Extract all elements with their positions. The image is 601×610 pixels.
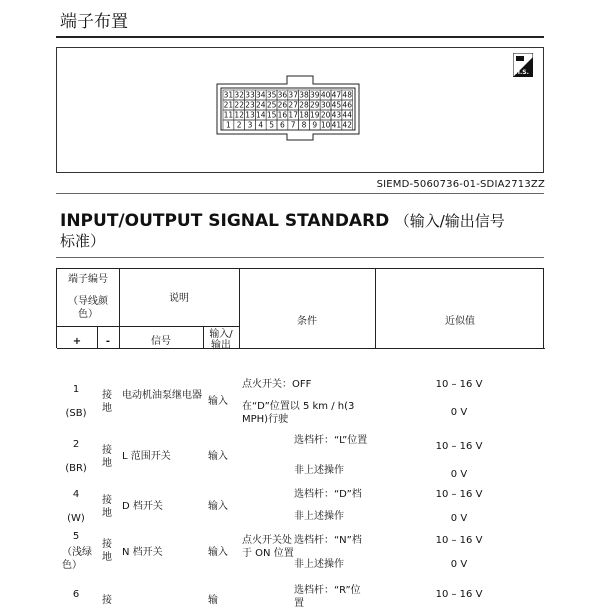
row2-pin: 2 bbox=[72, 439, 80, 450]
row1-val-a: 10 – 16 V bbox=[435, 379, 483, 390]
header-wire-color: （导线颜色） bbox=[68, 296, 108, 320]
row4-signal: N 档开关 bbox=[122, 547, 163, 558]
pin-number: 11 bbox=[223, 110, 234, 120]
pin-number: 34 bbox=[256, 90, 266, 100]
signal-standard-title bbox=[60, 211, 550, 251]
row4-ground: 接地 bbox=[102, 539, 112, 563]
row3-cond-a: 选档杆：“D”档 bbox=[294, 489, 362, 500]
row4-color: （浅绿色） bbox=[62, 547, 92, 571]
pin-number: 18 bbox=[299, 110, 309, 120]
row3-pin: 4 bbox=[72, 489, 80, 500]
row2-io: 输入 bbox=[208, 451, 228, 462]
pin-number: 9 bbox=[312, 120, 318, 130]
pin-number: 29 bbox=[310, 100, 320, 110]
header-description: 说明 bbox=[169, 293, 189, 304]
pin-number: 5 bbox=[269, 120, 274, 130]
pin-number: 12 bbox=[234, 110, 244, 120]
pin-number: 21 bbox=[223, 100, 234, 110]
row5-cond-a: 选档杆：“R”位置 bbox=[294, 585, 361, 609]
pin-number: 19 bbox=[310, 110, 320, 120]
pin-number: 1 bbox=[226, 120, 231, 130]
signal-title-cn-2: 标准） bbox=[60, 232, 106, 250]
pin-number: 39 bbox=[310, 90, 320, 100]
hs-badge-label: H.S. bbox=[515, 69, 529, 76]
pin-number: 48 bbox=[342, 90, 352, 100]
header-approx-value: 近似值 bbox=[445, 316, 475, 327]
pin-number: 28 bbox=[299, 100, 309, 110]
signal-divider bbox=[56, 257, 544, 258]
row2-ground: 接地 bbox=[102, 445, 112, 469]
row3-signal: D 档开关 bbox=[122, 501, 163, 512]
row3-cond-b: 非上述操作 bbox=[294, 511, 344, 522]
signal-title-en: INPUT/OUTPUT SIGNAL STANDARD bbox=[60, 211, 390, 231]
header-io: 输入/输出 bbox=[209, 329, 233, 351]
row3-io: 输入 bbox=[208, 501, 228, 512]
row1-color: (SB) bbox=[65, 408, 87, 419]
pin-number: 37 bbox=[288, 90, 298, 100]
row2-cond-a: 选档杆：“L”位置 bbox=[294, 435, 368, 446]
pin-number: 8 bbox=[301, 120, 307, 130]
pin-number: 2 bbox=[236, 120, 242, 130]
pin-number: 25 bbox=[266, 100, 277, 110]
pin-number: 35 bbox=[266, 90, 277, 100]
pin-number: 10 bbox=[320, 120, 331, 130]
pin-number: 7 bbox=[290, 120, 296, 130]
row3-val-b: 0 V bbox=[450, 513, 468, 524]
pin-number: 30 bbox=[320, 100, 331, 110]
pin-number: 20 bbox=[320, 110, 331, 120]
signal-table-body bbox=[56, 348, 544, 609]
signal-title-cn: （输入/输出信号 bbox=[394, 212, 505, 230]
header-condition: 条件 bbox=[297, 316, 317, 327]
row4-io: 输入 bbox=[208, 547, 228, 558]
row1-signal: 电动机油泵继电器 bbox=[122, 390, 202, 401]
pin-number: 47 bbox=[331, 90, 342, 100]
pin-number: 44 bbox=[342, 110, 352, 120]
code-divider bbox=[56, 193, 544, 194]
row3-color: (W) bbox=[67, 513, 85, 524]
row4-val-a: 10 – 16 V bbox=[435, 535, 483, 546]
pin-number: 24 bbox=[256, 100, 266, 110]
section-title: 端子布置 bbox=[60, 12, 128, 32]
signal-table-header bbox=[56, 268, 544, 351]
row4-cond-pre: 点火开关处于 ON 位置 bbox=[242, 535, 294, 559]
row2-val-a: 10 – 16 V bbox=[435, 441, 483, 452]
pin-number: 23 bbox=[245, 100, 255, 110]
header-plus: + bbox=[72, 336, 82, 347]
pin-number: 41 bbox=[331, 120, 342, 130]
row5-val-a: 10 – 16 V bbox=[435, 589, 483, 600]
row4-val-b: 0 V bbox=[450, 559, 468, 570]
pin-number: 38 bbox=[299, 90, 309, 100]
row5-pin: 6 bbox=[72, 589, 80, 600]
pin-number: 46 bbox=[342, 100, 352, 110]
pin-number: 42 bbox=[342, 120, 352, 130]
pin-number: 17 bbox=[288, 110, 298, 120]
row5-ground: 接 bbox=[102, 595, 112, 606]
figure-code: SIEMD-5060736-01-SDIA2713ZZ bbox=[376, 179, 545, 190]
pin-number: 33 bbox=[245, 90, 255, 100]
row4-pin: 5 bbox=[72, 531, 80, 542]
row2-color: (BR) bbox=[65, 463, 87, 474]
row5-io: 输 bbox=[208, 595, 218, 606]
connector-drawing bbox=[57, 48, 543, 172]
row1-val-b: 0 V bbox=[450, 407, 468, 418]
header-signal: 信号 bbox=[151, 336, 171, 347]
connector-diagram bbox=[56, 47, 544, 173]
pin-number: 40 bbox=[320, 90, 331, 100]
row1-ground: 接地 bbox=[102, 390, 112, 414]
row2-cond-b: 非上述操作 bbox=[294, 465, 344, 476]
pin-number: 6 bbox=[280, 120, 285, 130]
pin-number: 27 bbox=[288, 100, 298, 110]
pin-number: 3 bbox=[247, 120, 253, 130]
pin-number: 22 bbox=[234, 100, 244, 110]
pin-number: 32 bbox=[234, 90, 244, 100]
pin-number: 43 bbox=[331, 110, 342, 120]
pin-number: 15 bbox=[266, 110, 277, 120]
header-minus: - bbox=[105, 336, 111, 347]
pin-number: 45 bbox=[331, 100, 342, 110]
pin-number: 13 bbox=[245, 110, 255, 120]
row2-signal: L 范围开关 bbox=[122, 451, 171, 462]
row3-val-a: 10 – 16 V bbox=[435, 489, 483, 500]
row3-ground: 接地 bbox=[102, 495, 112, 519]
row4-cond-b: 非上述操作 bbox=[294, 559, 344, 570]
pin-number: 4 bbox=[258, 120, 264, 130]
row4-cond-a: 选档杆：“N”档 bbox=[294, 535, 362, 546]
row1-io: 输入 bbox=[208, 396, 228, 407]
pin-number: 14 bbox=[256, 110, 266, 120]
header-terminal-no: 端子编号 bbox=[68, 274, 108, 285]
pin-number: 16 bbox=[277, 110, 288, 120]
row1-cond-b: 在“D”位置以 5 km / h(3 MPH)行驶 bbox=[242, 401, 355, 425]
title-divider bbox=[56, 36, 544, 38]
row1-cond-a: 点火开关：OFF bbox=[242, 379, 312, 390]
row2-val-b: 0 V bbox=[450, 469, 468, 480]
pin-number: 36 bbox=[277, 90, 288, 100]
pin-number: 31 bbox=[223, 90, 234, 100]
row1-pin: 1 bbox=[72, 384, 80, 395]
pin-number: 26 bbox=[277, 100, 288, 110]
